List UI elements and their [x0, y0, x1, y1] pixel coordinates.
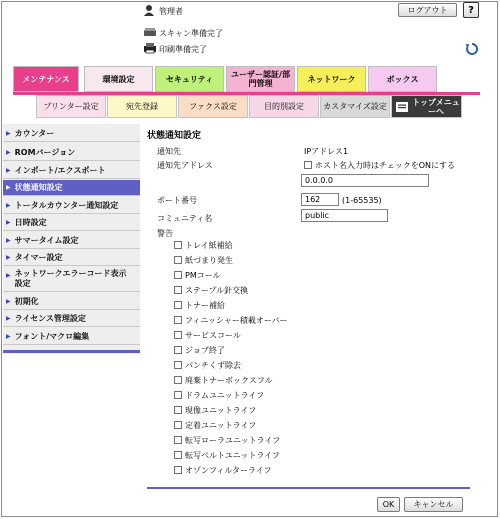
- sidebar-item-datetime[interactable]: ▶ 日時設定: [3, 215, 140, 231]
- warning-row-fuser[interactable]: 定着ユニットライフ: [174, 420, 256, 430]
- address-label: 通知先アドレス: [157, 161, 213, 170]
- port-input[interactable]: [301, 193, 339, 206]
- logout-button[interactable]: ログアウト: [398, 3, 457, 17]
- warning-row-waste-toner[interactable]: 廃棄トナーボックスフル: [174, 375, 273, 385]
- address-input[interactable]: [301, 174, 429, 187]
- warning-row-toner[interactable]: トナー補給: [174, 300, 225, 310]
- tab-maintenance[interactable]: メンテナンス: [13, 66, 79, 92]
- warning-checkbox[interactable]: [174, 421, 182, 429]
- cancel-button[interactable]: キャンセル: [404, 497, 463, 512]
- subtab-top-menu[interactable]: [391, 95, 462, 118]
- print-status: 印刷準備完了: [159, 45, 207, 54]
- form-divider: [147, 487, 470, 489]
- warning-checkbox[interactable]: [174, 256, 182, 264]
- scan-status: スキャン準備完了: [159, 29, 223, 38]
- warning-row-ozone-filter[interactable]: オゾンフィルターライフ: [174, 465, 272, 475]
- sidebar-item-counter[interactable]: ▶ カウンター: [3, 126, 140, 142]
- warning-checkbox[interactable]: [174, 331, 182, 339]
- dest-label: 通知先: [157, 147, 181, 156]
- sidebar-item-font-macro[interactable]: ▶ フォント/マクロ編集: [3, 329, 140, 345]
- sidebar-item-import-export[interactable]: ▶ インポート/エクスポート: [3, 163, 140, 179]
- dest-value: IPアドレス1: [304, 147, 349, 156]
- subtab-customize[interactable]: カスタマイズ設定: [320, 95, 390, 118]
- warning-row-transfer-roller[interactable]: 転写ローラユニットライフ: [174, 435, 280, 445]
- warning-checkbox[interactable]: [174, 241, 182, 249]
- warning-row-service-call[interactable]: サービスコール: [174, 330, 241, 340]
- sidebar-item-initialize[interactable]: ▶ 初期化: [3, 294, 140, 310]
- sidebar-item-total-counter-notify[interactable]: ▶ トータルカウンター通知設定: [3, 198, 140, 214]
- community-label: コミュニティ名: [157, 214, 213, 223]
- warning-row-finisher[interactable]: フィニッシャー積載オーバー: [174, 315, 287, 325]
- warning-checkbox[interactable]: [174, 361, 182, 369]
- refresh-icon[interactable]: [465, 42, 479, 56]
- warning-row-staple[interactable]: ステープル針交換: [174, 285, 248, 295]
- ok-button[interactable]: OK: [377, 497, 400, 512]
- admin-user-label: 管理者: [159, 7, 183, 16]
- warning-row-transfer-belt[interactable]: 転写ベルトユニットライフ: [174, 450, 280, 460]
- sidebar-item-license[interactable]: ▶ ライセンス管理設定: [3, 311, 140, 327]
- warning-row-pm-call[interactable]: PMコール: [174, 270, 221, 280]
- sidebar-item-rom-version[interactable]: ▶ ROMバージョン: [3, 145, 140, 161]
- printer-icon: [143, 42, 157, 54]
- warning-row-jam[interactable]: 紙づまり発生: [174, 255, 233, 265]
- tab-user-auth[interactable]: ユーザー認証/部門管理: [226, 66, 295, 92]
- sidebar-item-summer-time[interactable]: ▶ サマータイム設定: [3, 233, 140, 249]
- page-title: 状態通知設定: [147, 131, 202, 141]
- warning-checkbox[interactable]: [174, 451, 182, 459]
- subtab-purpose[interactable]: 目的別設定: [249, 95, 319, 118]
- warning-checkbox[interactable]: [174, 436, 182, 444]
- warning-checkbox[interactable]: [174, 316, 182, 324]
- warning-row-drum[interactable]: ドラムユニットライフ: [174, 390, 264, 400]
- warning-checkbox[interactable]: [174, 391, 182, 399]
- subtab-fax[interactable]: ファクス設定: [178, 95, 248, 118]
- warning-row-job-end[interactable]: ジョブ終了: [174, 345, 225, 355]
- community-input[interactable]: [301, 209, 388, 222]
- subtab-address[interactable]: 宛先登録: [107, 95, 177, 118]
- tab-environment[interactable]: 環境設定: [84, 66, 153, 92]
- port-label: ポート番号: [157, 196, 197, 205]
- warning-checkbox[interactable]: [174, 271, 182, 279]
- subtab-printer[interactable]: プリンター設定: [36, 95, 106, 118]
- warning-checkbox[interactable]: [174, 466, 182, 474]
- help-button[interactable]: ?: [463, 2, 479, 18]
- warning-checkbox[interactable]: [174, 406, 182, 414]
- tab-network[interactable]: ネットワーク: [297, 66, 366, 92]
- hostname-checkbox[interactable]: [304, 161, 312, 169]
- admin-user-icon: [143, 4, 155, 17]
- warning-checkbox[interactable]: [174, 346, 182, 354]
- warning-checkbox[interactable]: [174, 376, 182, 384]
- warning-checkbox[interactable]: [174, 286, 182, 294]
- warning-checkbox[interactable]: [174, 301, 182, 309]
- warning-label: 警告: [157, 229, 173, 238]
- hostname-check-label: ホスト名入力時はチェックをONにする: [315, 161, 456, 170]
- sidebar-item-network-error-code[interactable]: ▶ ネットワークエラーコード表示設定: [3, 267, 140, 292]
- warning-row-tray[interactable]: トレイ紙補給: [174, 240, 233, 250]
- sidebar-item-status-notify[interactable]: ▶ 状態通知設定: [3, 180, 140, 196]
- scanner-icon: [143, 27, 157, 37]
- tab-security[interactable]: セキュリティ: [155, 66, 224, 92]
- sidebar-item-timer[interactable]: ▶ タイマー設定: [3, 250, 140, 266]
- warning-row-developer[interactable]: 現像ユニットライフ: [174, 405, 256, 415]
- sidebar-bottom-bar: [3, 350, 140, 353]
- tab-box[interactable]: ボックス: [368, 66, 437, 92]
- port-range: (1-65535): [342, 196, 382, 205]
- warning-row-punch[interactable]: パンチくず除去: [174, 360, 241, 370]
- top-menu-icon: [396, 102, 408, 112]
- top-menu-label: トップメニューへ: [412, 97, 460, 116]
